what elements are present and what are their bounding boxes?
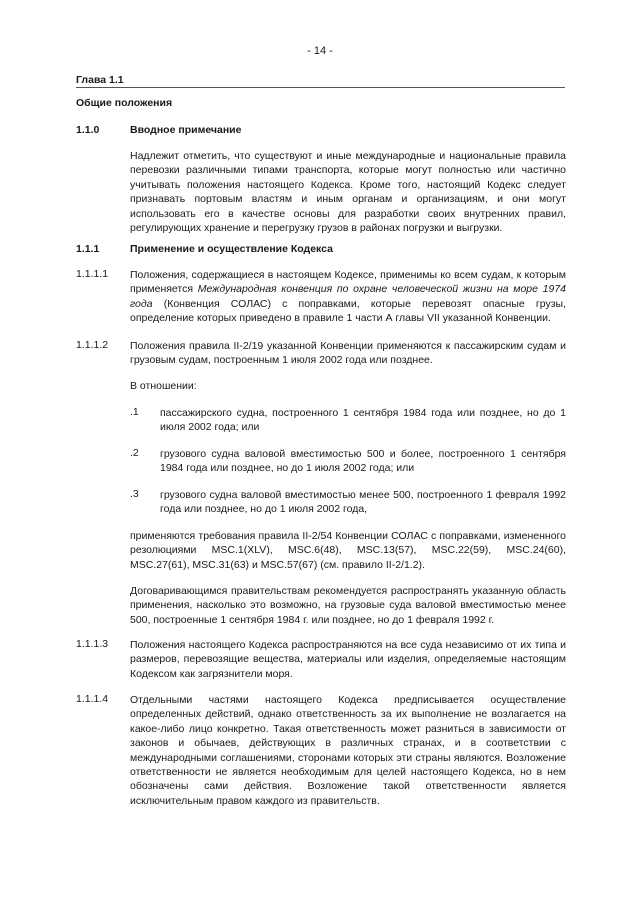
section-number-1-1-1-3: 1.1.1.3 <box>76 638 109 650</box>
section-heading-1-1-1: Применение и осуществление Кодекса <box>130 243 333 255</box>
list-item-number: .1 <box>130 406 139 418</box>
recommendation-paragraph: Договаривающимся правительствам рекомендуется распространять указанную область применения, насколько это возможно, на грузовые суда валовой вместимостью менее 500, построенные 1 сентября 1984 г. или позднее, но до 1 февраля 1992 г. <box>130 585 566 626</box>
paragraph-1-1-1-4: Отдельными частями настоящего Кодекса предписывается осуществление определенных действий, однако ответственность за их выполнение не возлагается на какое-либо лицо конкретно. Такая ответственность может разниться в зависимости от законов и обычаев, действующих в различных странах, и в соответствии с международными соглашениями, сторонами которых эти страны являются. Возложение ответственности не является необходимым для целей настоящего Кодекса, но в нем обозначены сами действия. Возложение такой ответственности является исключительным правом каждого из правительств. <box>130 694 566 807</box>
chapter-rule <box>76 87 565 88</box>
section-number-1-1-1-2: 1.1.1.2 <box>76 339 109 351</box>
section-number-1-1-1-4: 1.1.1.4 <box>76 693 109 705</box>
paragraph-1-1-1-1-part-a: Положения, содержащиеся в настоящем Кодексе, применимы ко всем судам, к которым применяется <box>130 269 566 296</box>
list-intro: В отношении: <box>130 380 197 392</box>
requirements-paragraph: применяются требования правила II-2/54 Конвенции СОЛАС с поправками, измененного резолюциями MSC.1(XLV), MSC.6(48), MSC.13(57), MSC.22(59), MSC.24(60), MSC.27(61), MSC.31(63) и MSC.57(67) (см. правило II-2/1.2). <box>130 530 566 571</box>
list-item: пассажирского судна, построенного 1 сентября 1984 года или позднее, но до 1 июля 2002 года; или <box>160 407 566 434</box>
chapter-subtitle: Общие положения <box>76 97 173 109</box>
intro-note-paragraph: Надлежит отметить, что существуют и иные международные и национальные правила перевозки различными типами транспорта, которые могут полностью или частично учитывать положения настоящего Кодекса. Кроме того, настоящий Кодекс следует признавать портовым властям и иным органам и организациям, и они могут использовать его в качестве основы для разработки своих внутренних правил, регулирующих хранение и перегрузку грузов в районах погрузки и выгрузки. <box>130 150 566 235</box>
chapter-title: Глава 1.1 <box>76 74 124 86</box>
paragraph-1-1-1-1 <box>130 268 566 326</box>
list-item: грузового судна валовой вместимостью менее 500, построенного 1 февраля 1992 года или позднее, но до 1 июля 2002 года, <box>160 489 566 516</box>
paragraph-1-1-1-2: Положения правила II-2/19 указанной Конвенции применяются к пассажирским судам и грузовым судам, построенным 1 июля 2002 года или позднее. <box>130 340 566 367</box>
section-number-1-1-1-1: 1.1.1.1 <box>76 268 109 280</box>
section-heading-1-1-0: Вводное примечание <box>130 124 242 136</box>
section-number-1-1-0: 1.1.0 <box>76 124 100 136</box>
list-item: грузового судна валовой вместимостью 500 и более, построенного 1 сентября 1984 года или позднее, но до 1 июля 2002 года; или <box>160 448 566 475</box>
paragraph-1-1-1-3: Положения настоящего Кодекса распространяются на все суда независимо от их типа и размеров, перевозящие вещества, материалы или изделия, определяемые настоящим Кодексом как загрязнители моря. <box>130 639 566 680</box>
page-number: - 14 - <box>307 45 333 57</box>
paragraph-1-1-1-1-part-b: (Конвенция СОЛАС) с поправками, которые перевозят опасные грузы, определение которых приведено в правиле 1 части А главы VII указанной Конвенции. <box>130 297 566 325</box>
list-item-number: .2 <box>130 447 139 459</box>
list-item-number: .3 <box>130 488 139 500</box>
section-number-1-1-1: 1.1.1 <box>76 243 100 255</box>
convention-title: Международная конвенция по охране человеческой жизни на море 1974 года <box>130 283 566 310</box>
